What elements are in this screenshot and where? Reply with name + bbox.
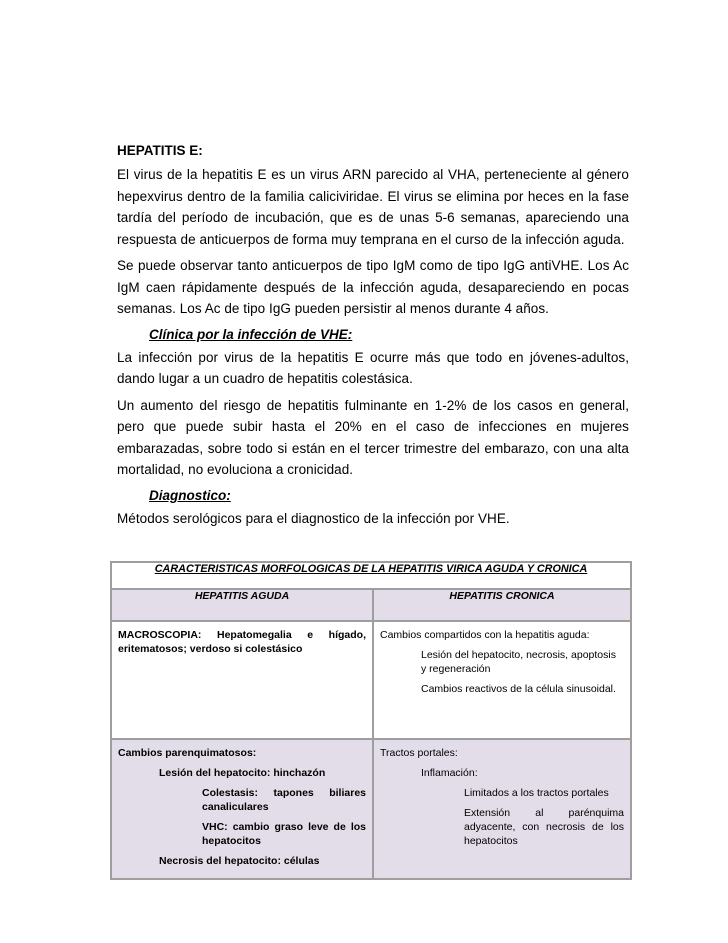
list-item: Lesión del hepatocito: hinchazón	[159, 767, 326, 779]
list-item: VHC: cambio graso leve de los hepatocitos	[202, 821, 366, 847]
table-row	[111, 621, 631, 739]
cell-text: Cambios parenquimatosos:	[118, 747, 257, 759]
diagnostico-subheading: Diagnostico:	[149, 487, 231, 503]
table-cell	[111, 739, 373, 879]
list-item: Inflamación:	[421, 767, 478, 779]
section-heading: HEPATITIS E:	[117, 143, 203, 158]
table-title: CARACTERISTICAS MORFOLOGICAS DE LA HEPATITIS VIRICA AGUDA Y CRONICA	[111, 562, 631, 589]
list-item: Lesión del hepatocito, necrosis, apoptosis y regeneración	[421, 649, 616, 675]
morphology-table	[110, 561, 632, 880]
table-cell	[111, 621, 373, 739]
paragraph: Se puede observar tanto anticuerpos de tipo IgM como de tipo IgG antiVHE. Los Ac IgM caen rápidamente después de la infección aguda, desapareciendo en pocas semanas. Los Ac de tipo IgG pueden persistir al menos durante 4 años.	[117, 258, 629, 316]
table-cell	[373, 739, 631, 879]
list-item: Necrosis del hepatocito: células	[159, 855, 320, 867]
paragraph: El virus de la hepatitis E es un virus ARN parecido al VHA, perteneciente al género hepexvirus dentro de la familia caliciviridae. El virus se elimina por heces en la fase tardía del período de incubación, que es de unas 5-6 semanas, apareciendo una respuesta de anticuerpos de forma muy temprana en el curso de la infección aguda.	[117, 167, 629, 247]
document-body	[117, 143, 629, 534]
list-item: Limitados a los tractos portales	[464, 787, 609, 799]
column-header-cronica: HEPATITIS CRONICA	[373, 589, 631, 621]
paragraph: Métodos serológicos para el diagnostico de la infección por VHE.	[117, 510, 510, 526]
table-row	[111, 739, 631, 879]
paragraph: Un aumento del riesgo de hepatitis fulminante en 1-2% de los casos en general, pero que puede subir hasta el 20% en el caso de infecciones en mujeres embarazadas, sobre todo si están en el tercer trimestre del embarazo, con una alta mortalidad, no evoluciona a cronicidad.	[117, 397, 629, 477]
paragraph: La infección por virus de la hepatitis E ocurre más que todo en jóvenes-adultos, dando lugar a un cuadro de hepatitis colestásica.	[117, 349, 629, 386]
list-item: Colestasis: tapones biliares canaliculares	[202, 787, 366, 813]
cell-text: Cambios compartidos con la hepatitis aguda:	[380, 629, 590, 641]
cell-text: Tractos portales:	[380, 747, 458, 759]
column-header-aguda: HEPATITIS AGUDA	[111, 589, 373, 621]
table-cell	[373, 621, 631, 739]
list-item: Cambios reactivos de la célula sinusoidal.	[421, 683, 616, 695]
list-item: Extensión al parénquima adyacente, con necrosis de los hepatocitos	[464, 807, 624, 847]
macroscopia-text: MACROSCOPIA: Hepatomegalia e hígado, eritematosos; verdoso si colestásico	[118, 629, 366, 655]
clinica-subheading: Clínica por la infección de VHE:	[149, 326, 353, 342]
